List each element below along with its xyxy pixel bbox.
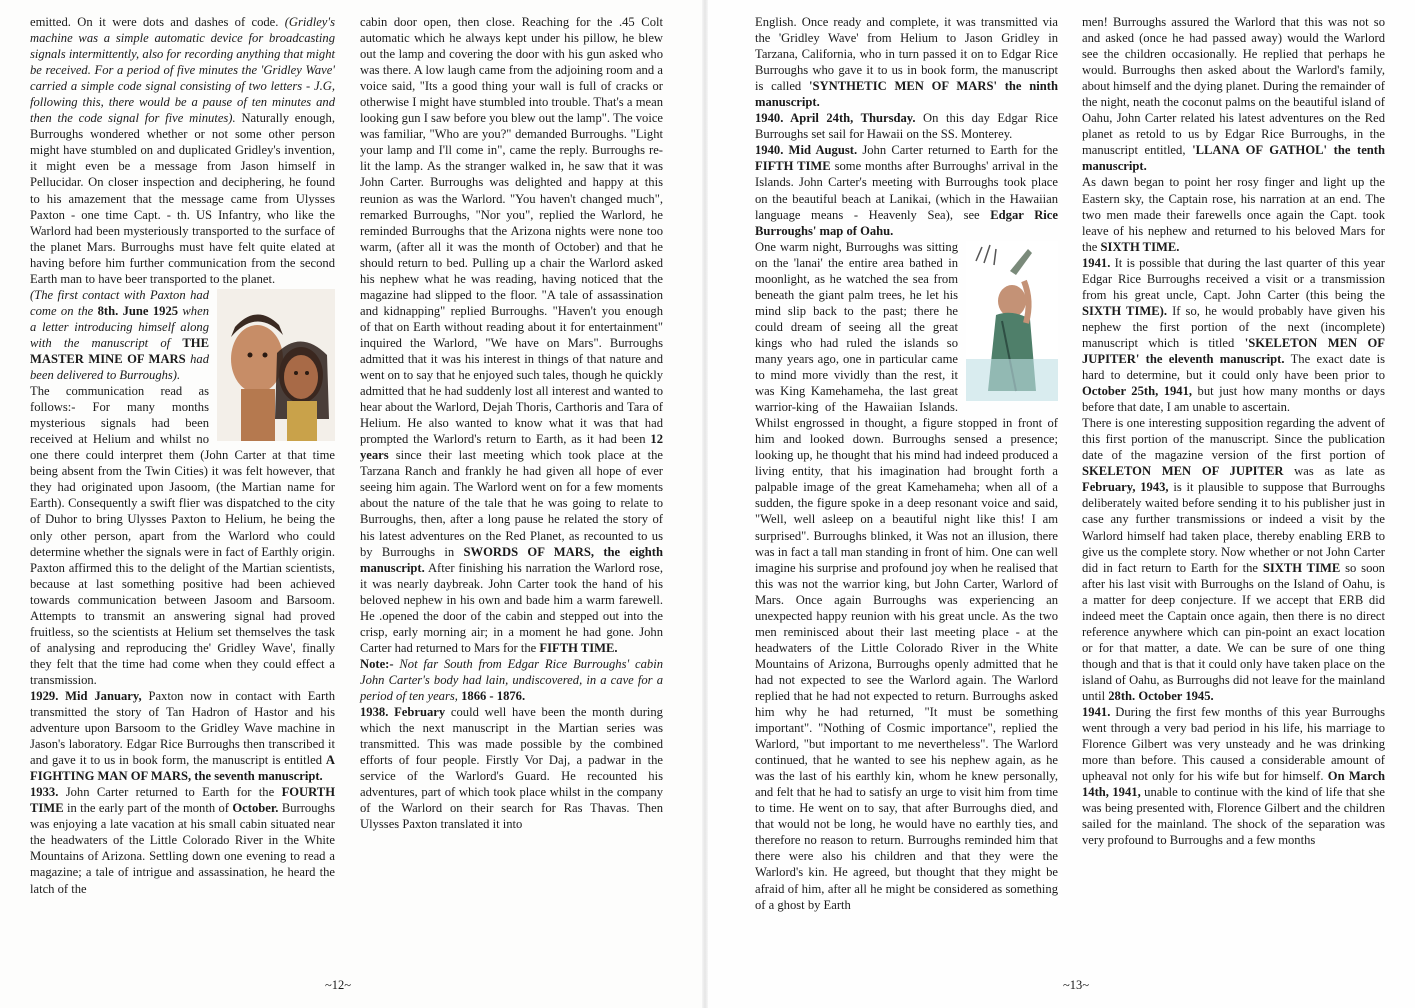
body-text: As dawn began to point her rosy finger and light up the Eastern sky, the Captain rose, his narration at an end. The two men made their farewells once again the Capt. took leave of his nephew and returned to his beloved Mars for the <box>1082 175 1385 254</box>
paragraph <box>755 142 1058 238</box>
bold-text: SIXTH TIME <box>1262 560 1341 575</box>
body-text: emitted. On it were dots and dashes of code. <box>30 15 279 29</box>
paragraph <box>360 704 663 832</box>
body-text: Naturally enough, Burroughs wondered whether or not some other person might have stumbled on and duplicated Gridley's invention, it might even be a message from Jason himself in Pellucidar. On closer inspection and deciphering, he found to his amazement that the message came from Ulysses Paxton - one time Capt. - th. US Infantry, who like the Warlord had been mysteriously transported to the surface of the planet Mars. Burroughs must have felt quite elated at having before him further communication from the second Earth man to have beer transported to the planet. <box>30 111 335 286</box>
body-text: since their last meeting which took place at the Tarzana Ranch and frankly he had given all hope of ever seeing him again. The Warlord went on for a few moments about the nature of the tale that he was going to relate to Burroughs, then, after a long pause he related the story of his latest adventures on the Red Planet, as recounted to us by Burroughs in <box>360 448 663 559</box>
paragraph <box>1082 415 1385 704</box>
right-page-column-1 <box>755 14 1058 913</box>
warlord-illustration <box>966 241 1058 401</box>
manuscript-title: SKELETON MEN OF JUPITER <box>1082 464 1284 479</box>
bold-text: 12 years <box>360 432 664 463</box>
body-text: John Carter returned to Earth for the <box>862 143 1058 158</box>
body-text: could well have been the month during which the next manuscript in the Martian series was transmitted. This was made possible by the combined efforts of four people. Firstly Vor Daj, a padwar in the service of the Warlord's Guard. He recounted his adventures, part of which took place whilst in the company of the Warlord on their search for Ras Thavas. Then Ulysses Paxton translated it into <box>360 705 663 832</box>
body-text: so soon after his last visit with Burroughs on the Island of Oahu, is a matter for deep conjecture. If we accept that ERB did indeed meet the Captain once again, then there is no direct reference anywhere which can pin-point an exact location or for that matter, a date. We can be sure of one thing though and that is that it could only have taken place on the island of Oahu, as Burroughs did not leave for the mainland until <box>1082 560 1385 703</box>
body-text: cabin door open, then close. Reaching for the .45 Colt automatic which he always kept under his pillow, he blew out the lamp and covering the door with his gun asked who was there. A low laugh came from the adjoining room and a voice said, "Its a good thing your wall is full of cracks or otherwise I might have stumbled into trouble. That's a mean looking gun I saw before you blew out the lamp". The voice was familiar, "Who are you?" demanded Burroughs. "Light your lamp and I'll come in", came the reply. Burroughs re-lit the lamp. As the stranger walked in, he saw that it was John Carter. Burroughs was delighted and happy at this reunion as was the Warlord. "You haven't changed much", remarked Burroughs, "Nor you", replied the Warlord, he reminded Burroughs that the Arizona nights were none too warm, (after all it was the month of October) and that he should return to bed. Pulling up a chair the Warlord asked his nephew what he was reading, having noticed that the magazine had slipped to the floor. "A tale of assassination and kidnapping" replied Burroughs. "Haven't you enough of that on Earth without reading about it for entertainment" inquired the Warlord, "We have on Mars". Burroughs admitted that it was his interest in things of that nature and went on to say that he enjoyed such tales, though he quickly admitted that he had suddenly lost all interest and wanted to hear about the Warlord, Dejah Thoris, Carthoris and Tara of Helium. He also wanted to know what it was that had prompted the Warlord's return to Earth, as it had been <box>360 15 663 447</box>
bold-text: FIFTH TIME <box>755 159 831 174</box>
bold-text: SIXTH TIME). <box>1082 303 1167 318</box>
note-label: Note:- <box>360 656 394 671</box>
body-text: During the first few months of this year Burroughs went through a very bad period in his life, his marriage to Florence Gilbert was very unsteady and he was drinking more than before. This caused a considerable amount of upheaval not only for his wife but for himself. <box>1082 705 1385 784</box>
book-gutter <box>702 0 708 1008</box>
page-number-left: ~12~ <box>325 978 352 992</box>
manuscript-title: 'SKELETON MEN OF JUPITER' the eleventh manuscript. <box>1082 335 1385 366</box>
bold-text: Edgar Rice Burroughs' map of Oahu. <box>755 207 1058 238</box>
paragraph <box>30 784 335 896</box>
right-page-column-2 <box>1082 14 1385 848</box>
body-text: men! Burroughs assured the Warlord that this was not so and asked (once he had passed away) would the Warlord see the children occasionally. He replied that perhaps he would. Burroughs then asked about the Warlord's family, about himself and the dying planet. During the remainder of the night, neath the coconut palms on the beautiful island of Oahu, John Carter related his latest adventures on the Red planet as retold to us by Edgar Rice Burroughs, in the manuscript entitled, <box>1082 15 1385 158</box>
manuscript-title: 'LLANA OF GATHOL' the tenth manuscript. <box>1082 143 1386 174</box>
body-text: English. Once ready and complete, it was transmitted via the 'Gridley Wave' from Helium to Jason Gridley in Tarzana, California, who in turn passed it on to Edgar Rice Burroughs who gave it to us in book form, the manuscript is called <box>755 15 1058 94</box>
body-text: One warm night, Burroughs was sitting on the 'lanai' the entire area bathed in moonlight, as he watched the sea from beneath the giant palm trees, he let his mind slip back to the past; there he could dream of seeing all the great kings who had ruled the islands so many years ago, one in particular came to mind more vividly than the rest, it was King Kamehameha, the last great warrior-king of the Hawaiian Islands. Whilst engrossed in thought, a figure stopped in front of him and looked down. Burroughs sensed a presence; looking up, he thought that his mind had indeed produced a living entity, that his imagination had brought forth a palpable image of the great Kamehameha; when all of a sudden, the figure spoke in a deep resonant voice and said, "Well, well asleep on a beautiful night like this! I am surprised". Burroughs blinked, it Was not an illusion, there was in fact a tall man standing in front of him. One can well imagine his surprise and profound joy when he realised that this was not the warrior king, but John Carter, Warlord of Mars. Once again Burroughs was experiencing an unexpected happy reunion with his great uncle. As the two men reminisced about their last meeting place - at the headwaters of the Little Colorado River in the White Mountains of Arizona, Burroughs openly admitted that he had not expected to see the Warlord again. The Warlord replied that he had not expected to return. Burroughs asked him why he had returned, "It must be something important". "Nothing of Cosmic importance", replied the Warlord, "but important to me nevertheless". The Warlord continued, that he wanted to see his nephew again, as he was the last of his earthly kin, whom he knew personally, and felt that he had to satisfy an urge to visit him from time to time. He went on to say, that after Burroughs died, and that would not be long, he would have no earthly ties, and therefore no reason to return. Burroughs reminded him that there were also his children and that they were the Warlord's kin. He agreed, but thought that they might be afraid of him, after all he might be considered as something of a ghost by Earth <box>755 239 1058 912</box>
italic-text: had been delivered to Burroughs). <box>30 351 209 383</box>
manuscript-title: SWORDS OF MARS, the eighth manuscript. <box>360 544 664 575</box>
body-text: in the early part of the month of <box>66 801 229 816</box>
paragraph <box>1082 14 1385 174</box>
bold-text: SIXTH TIME. <box>1100 239 1180 254</box>
italic-text: Not far South from Edgar Rice Burroughs' cabin John Carter's body had lain, undiscovered, in a cave for a period of ten years, <box>360 656 663 703</box>
bold-date: 1940. April 24th, Thursday. <box>755 111 916 126</box>
paragraph <box>755 110 1058 142</box>
paragraph <box>30 14 335 287</box>
left-page-column-1 <box>30 14 335 897</box>
bold-date: 1929. Mid January, <box>30 688 142 703</box>
body-text: John Carter returned to Earth for the <box>65 785 275 800</box>
manuscript-title: THE MASTER MINE OF MARS <box>30 335 209 366</box>
body-text: The communication read as follows:- For many months mysterious signals had been received at Helium and whilst no one there could interpret them (John Carter at that time being absent from the Twin Cities) it was felt however, that they had originated upon Jasoom, (the Martian name for Earth). Consequently a swift flier was dispatched to the city of Duhor to bring Ulysses Paxton to Helium, he being the only other person, apart from the Warlord who could determine whether the signals were in fact of Earthly origin. Paxton affirmed this to the delight of the Martian scientists, because at last something positive had been achieved towards communication between Jasoom and Barsoom. Attempts to transmit an answering signal had proved fruitless, so the scientists at Helium set themselves the task of analysing and reproducing the' Gridley Wave', finally they felt that the time had come when they could effect a transmission. <box>30 384 335 687</box>
left-page-column-2 <box>360 14 663 832</box>
paragraph <box>755 239 1058 913</box>
body-text: There is one interesting supposition regarding the advent of this first portion of the manuscript. Since the publication date of the magazine version of the first portion of <box>1082 416 1385 463</box>
body-text: If so, he would probably have given his nephew the first portion of the next (incomplete) manuscript which is titled <box>1082 303 1385 350</box>
body-text: After finishing his narration the Warlord rose, it was nearly daybreak. John Carter took the hand of his beloved nephew in his own and bade him a warm farewell. He .opened the door of the cabin and stepped out into the crisp, early morning air; in a moment he had gone. John Carter had returned to Mars for the <box>360 560 663 655</box>
paragraph <box>755 14 1058 110</box>
paragraph <box>30 287 335 383</box>
note-paragraph <box>360 656 663 704</box>
bold-date: 8th. June 1925 <box>97 303 179 318</box>
bold-date: 1941. <box>1082 255 1111 270</box>
manuscript-title: A FIGHTING MAN OF MARS, the seventh manuscript. <box>30 753 335 784</box>
page-number-right: ~13~ <box>1063 978 1090 992</box>
bold-date: October 25th, 1941, <box>1082 384 1193 399</box>
body-text: It is possible that during the last quarter of this year Edgar Rice Burroughs received a visit or a transmission from his great uncle, Capt. John Carter (this being the <box>1082 255 1386 302</box>
paragraph <box>360 14 663 656</box>
paragraph <box>1082 704 1385 848</box>
bold-date: 1866 - 1876. <box>461 688 526 703</box>
bold-date: 1941. <box>1082 705 1111 720</box>
body-text: Paxton now in contact with Earth transmitted the story of Tan Hadron of Hastor and his adventure upon Barsoom to the Gridley Wave machine in Jason's laboratory. Edgar Rice Burroughs then transcribed it and gave it to us in book form, the manuscript is entitled <box>30 688 336 768</box>
manuscript-title: 'SYNTHETIC MEN OF MARS' the ninth manuscript. <box>755 79 1058 110</box>
bold-date: 1933. <box>30 785 59 800</box>
bold-text: FIFTH TIME. <box>539 640 618 655</box>
body-text: was as late as <box>1294 464 1385 479</box>
body-text: On this day Edgar Rice Burroughs set sail for Hawaii on the SS. Monterey. <box>755 111 1059 142</box>
body-text: some months after Burroughs' arrival in the Islands. John Carter's meeting with Burroughs took place on the beautiful beach at Lanikai, (which in the Hawaiian language means - Heavenly Sea), see <box>755 159 1058 222</box>
bold-text: FOURTH TIME <box>30 785 335 816</box>
paragraph <box>1082 255 1385 415</box>
body-text: is it plausible to suppose that Burroughs deliberately waited before sending it to his publisher just in case any further transmissions or indeed a visit by the Warlord himself had taken place, thereby enabling ERB to give us the complete story. Now whether or not John Carter did in fact return to Earth for the <box>1082 480 1385 575</box>
bold-date: February, 1943, <box>1082 480 1169 495</box>
body-text: The exact date is hard to determine, but it could only have been prior to <box>1082 351 1386 383</box>
bold-date: 1940. Mid August. <box>755 143 858 158</box>
paragraph <box>1082 174 1385 254</box>
bold-date: 28th. October 1945. <box>1108 688 1214 703</box>
bold-date: On March 14th, 1941, <box>1082 769 1385 800</box>
body-text: Burroughs was enjoying a late vacation at his small cabin situated near the headwaters of the Little Colorado River in the White Mountains of Arizona. Settling down one evening to read a magazine; a tale of intrigue and assassination, he heard the latch of the <box>30 801 335 896</box>
body-text: unable to continue with the kind of life that she was being presented with, Florence Gilbert and the children sailed for the mainland. The shock of the separation was very profound to Burroughs and a few months <box>1082 785 1385 848</box>
italic-text: when a letter introducing himself along with the manuscript of <box>30 303 209 350</box>
bold-date: 1938. February <box>360 705 446 720</box>
italic-text: (Gridley's machine was a simple automatic device for broadcasting signals intermittently, also for recording anything that might be received. For a period of five minutes the 'Gridley Wave' carried a simple code signal consisting of two letters - J.G, following this, there would be a pause of ten minutes and then the code signal for five minutes). <box>30 15 335 126</box>
bold-text: October. <box>232 801 279 816</box>
john-carter-illustration <box>217 289 335 441</box>
body-text: but just how many months or days before that date, I am unable to ascertain. <box>1082 384 1386 415</box>
italic-text: (The first contact with Paxton had come on the <box>30 287 209 318</box>
paragraph <box>30 688 335 784</box>
